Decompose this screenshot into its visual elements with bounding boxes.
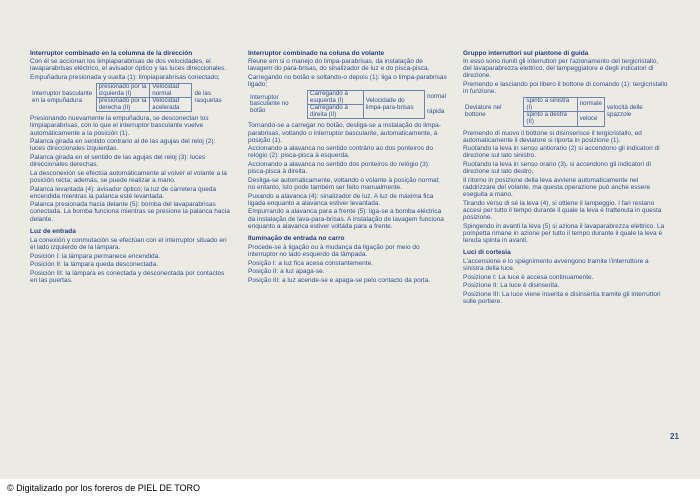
paragraph: Con él se accionan los limpiaparabrisas de dos velocidades, el lavaparabrisas eléctrico, el avisador óptico y las luces direccionales.: [30, 58, 227, 73]
table-cell: de las rasquetas: [194, 90, 222, 104]
wiper-switch-table: [30, 83, 230, 112]
paragraph: Posizione II: La luce è disinserita.: [463, 282, 560, 290]
table-cell: Velocidad normal: [150, 83, 192, 97]
paragraph: Posición I: la lámpara permanece encendida.: [30, 252, 161, 260]
paragraph: Empuñadura presionada y suelta (1): limpiaparabrisas conectado;: [30, 73, 220, 81]
paragraph: Posizione III: La luce viene inserita e disinserita tramite gli interruttori sulle portiere.: [463, 291, 661, 306]
column-italian: [463, 50, 668, 307]
table-cell: spinto a destra (II): [524, 112, 577, 126]
paragraph: Palanca presionada hacia delante (5): bomba del lavaparabrisas conectada. La bomba funciona mientras se presione la palanca hacia delante.: [30, 201, 230, 223]
table-cell: Velocidad acelerada: [150, 98, 192, 112]
paragraph: Spingendo in avanti la leva (5) si aziona il lavaparabrezza elettrico. La pompetta rimane in azione per tutto il tempo durante il quale la leva è tenuta spinta in avanti.: [463, 222, 665, 244]
section-heading: Gruppo interruttori sul piantone di guida: [463, 50, 589, 57]
paragraph: Puxando a alavanca (4): sinalizador de luz. A luz de máxima fica ligada enquanto a alavanca estiver levantada.: [248, 192, 434, 207]
paragraph: Accionando a alavanca no sentido dos ponteiros do relógio (3): pisca-pisca à direita.: [248, 161, 430, 176]
table-cell: Interruptor basculante no botão: [250, 93, 289, 115]
table-cell: Carregando à direita (II): [308, 105, 364, 119]
paragraph: Procede-se à ligação ou à mudança da ligação por meio do interruptor no lado esquerdo da lâmpada.: [248, 243, 420, 258]
section-heading: Iluminação de entrada no carro: [248, 234, 345, 242]
table-cell: presionado por la derecha (II): [96, 98, 150, 112]
table-cell: veloce: [577, 112, 604, 126]
section-heading: Luz de entrada: [30, 227, 76, 235]
table-cell: presionado por la izquierda (I): [96, 83, 150, 97]
table-cell: spinto a sinistra (I): [524, 98, 577, 112]
page-number: 21: [670, 432, 679, 441]
paragraph: Accionando a alavanca no sentido contrário ao dos ponteiros do relógio (2): pisca-pisca à esquerda.: [248, 145, 434, 160]
table-cell: Carregando à esquerda (I): [308, 91, 364, 105]
section-heading: Interruptor combinado na coluna do volante: [248, 50, 385, 57]
paragraph: Palanca girada en sentido contrario al de las agujas del reloj (2): luces direccionales izquierdas.: [30, 138, 216, 153]
wiper-switch-table: [463, 97, 668, 126]
paragraph: La desconexión se efectúa automáticamente al volver el volante a la posición recta; además, se puede realizar a mano.: [30, 169, 227, 184]
paragraph: Desliga-se automaticamente, voltando o volante à posição normal; no entanto, isto pode também ser feito manualmente.: [248, 176, 440, 191]
paragraph: L'accensione e lo spegnimento avvengono tramite l'interruttore a sinistra della luce.: [463, 258, 649, 273]
paragraph: Posição II: a luz apaga-se.: [248, 268, 325, 276]
paragraph: Posición III: la lámpara es conectada y desconectada por contactos en las puertas.: [30, 269, 225, 284]
paragraph: Premendo e lasciando poi libero il bottone di comando (1): tergicristallo in funzione.: [463, 80, 668, 96]
table-cell: normal: [427, 93, 446, 101]
table-cell: Velocidade do limpa-para-brisas: [363, 91, 424, 119]
digitization-credit: © Digitalizado por los foreros de PIEL DE TORO: [0, 479, 700, 497]
paragraph: Tornando-se a carregar no botão, desliga-se a instalação do limpa-parabrisas, voltando o interruptor basculante, automaticamente, à posição (1).: [248, 122, 441, 144]
paragraph: Il ritorno in posizione della leva avviene automaticamente nel raddrizzare del volante, ma questa operazione può anche essere eseguita a mano.: [463, 176, 651, 199]
paragraph: Ruotando la leva in senso antiorario (2) si accendono gli indicatori di direzione sul lato sinistro.: [463, 145, 660, 160]
column-portuguese: [248, 50, 448, 286]
wiper-switch-table: [248, 90, 448, 119]
column-spanish: [30, 50, 230, 286]
paragraph: Ruotando la leva in senso orario (3), si accendono gli indicatori di direzione sul lato destro.: [463, 161, 651, 176]
paragraph: La conexión y conmutación se efectúan con el interruptor situado en el lado izquierdo de la lámpara.: [30, 236, 227, 251]
paragraph: Palanca girada en el sentido de las agujas del reloj (3): luces direccionales derechas.: [30, 154, 206, 169]
table-cell: normale: [577, 98, 604, 112]
paragraph: In esso sono riuniti gli interruttori per l'azionamento del tergicristallo, del lavaparabrezza elettrico, del lampeggiatore e degli indicatori di direzione.: [463, 58, 659, 80]
section-heading: Luci di cortesia: [463, 248, 511, 256]
paragraph: Posizione I: La luce è accesa continuamente.: [463, 273, 594, 281]
paragraph: Posição III: a luz acende-se e apaga-se pelo contacto da porta.: [248, 276, 431, 284]
paragraph: Tirando verso di sé la leva (4), si ottiene il lampeggio. I fari restano accesi per tutto il tempo durante il quale la leva è trattenuta in questa posizione.: [463, 199, 662, 221]
paragraph: Palanca levantada (4): avisador óptico; la luz de carretera queda encendida mientras la palanca esté levantada.: [30, 185, 217, 200]
table-cell: velocità delle spazzole: [606, 104, 643, 118]
paragraph: Premendo di nuovo il bottone si disinserisce il tergicristallo, ed automaticamente il deviatore si riporta in posizione (1).: [463, 129, 642, 144]
paragraph: Reune em si o manejo do limpa-parabrisas, da instalação de lavagem do para-brisas, do sinalizador de luz e do pisca-pisca.: [248, 58, 430, 73]
table-cell: Interruptor basculante en la empuñadura: [32, 90, 93, 104]
paragraph: Carregando no botão e soltando-o depois (1): liga o limpa-parabrisas ligado;: [248, 73, 447, 88]
table-cell: rápida: [427, 107, 445, 115]
paragraph: Presionando nuevamente la empuñadura, se desconectan los limpiaparabrisas, con lo que el interruptor basculante vuelve automáticamente a la posición (1).: [30, 115, 209, 137]
paragraph: Empurrando a alavanca para a frente (5): liga-se a bomba eléctrica da instalação de lava-para-brisas. A instalação de lavagem funciona enquanto a alavanca estiver voltada para a frente.: [248, 208, 444, 230]
paragraph: Posição I: a luz fica acesa constantemente.: [248, 259, 374, 267]
paragraph: Posición II: la lámpara queda desconectada.: [30, 261, 158, 269]
table-cell: Deviatore nel bottone: [465, 104, 502, 118]
section-heading: Interruptor combinado en la columna de la dirección: [30, 50, 193, 57]
